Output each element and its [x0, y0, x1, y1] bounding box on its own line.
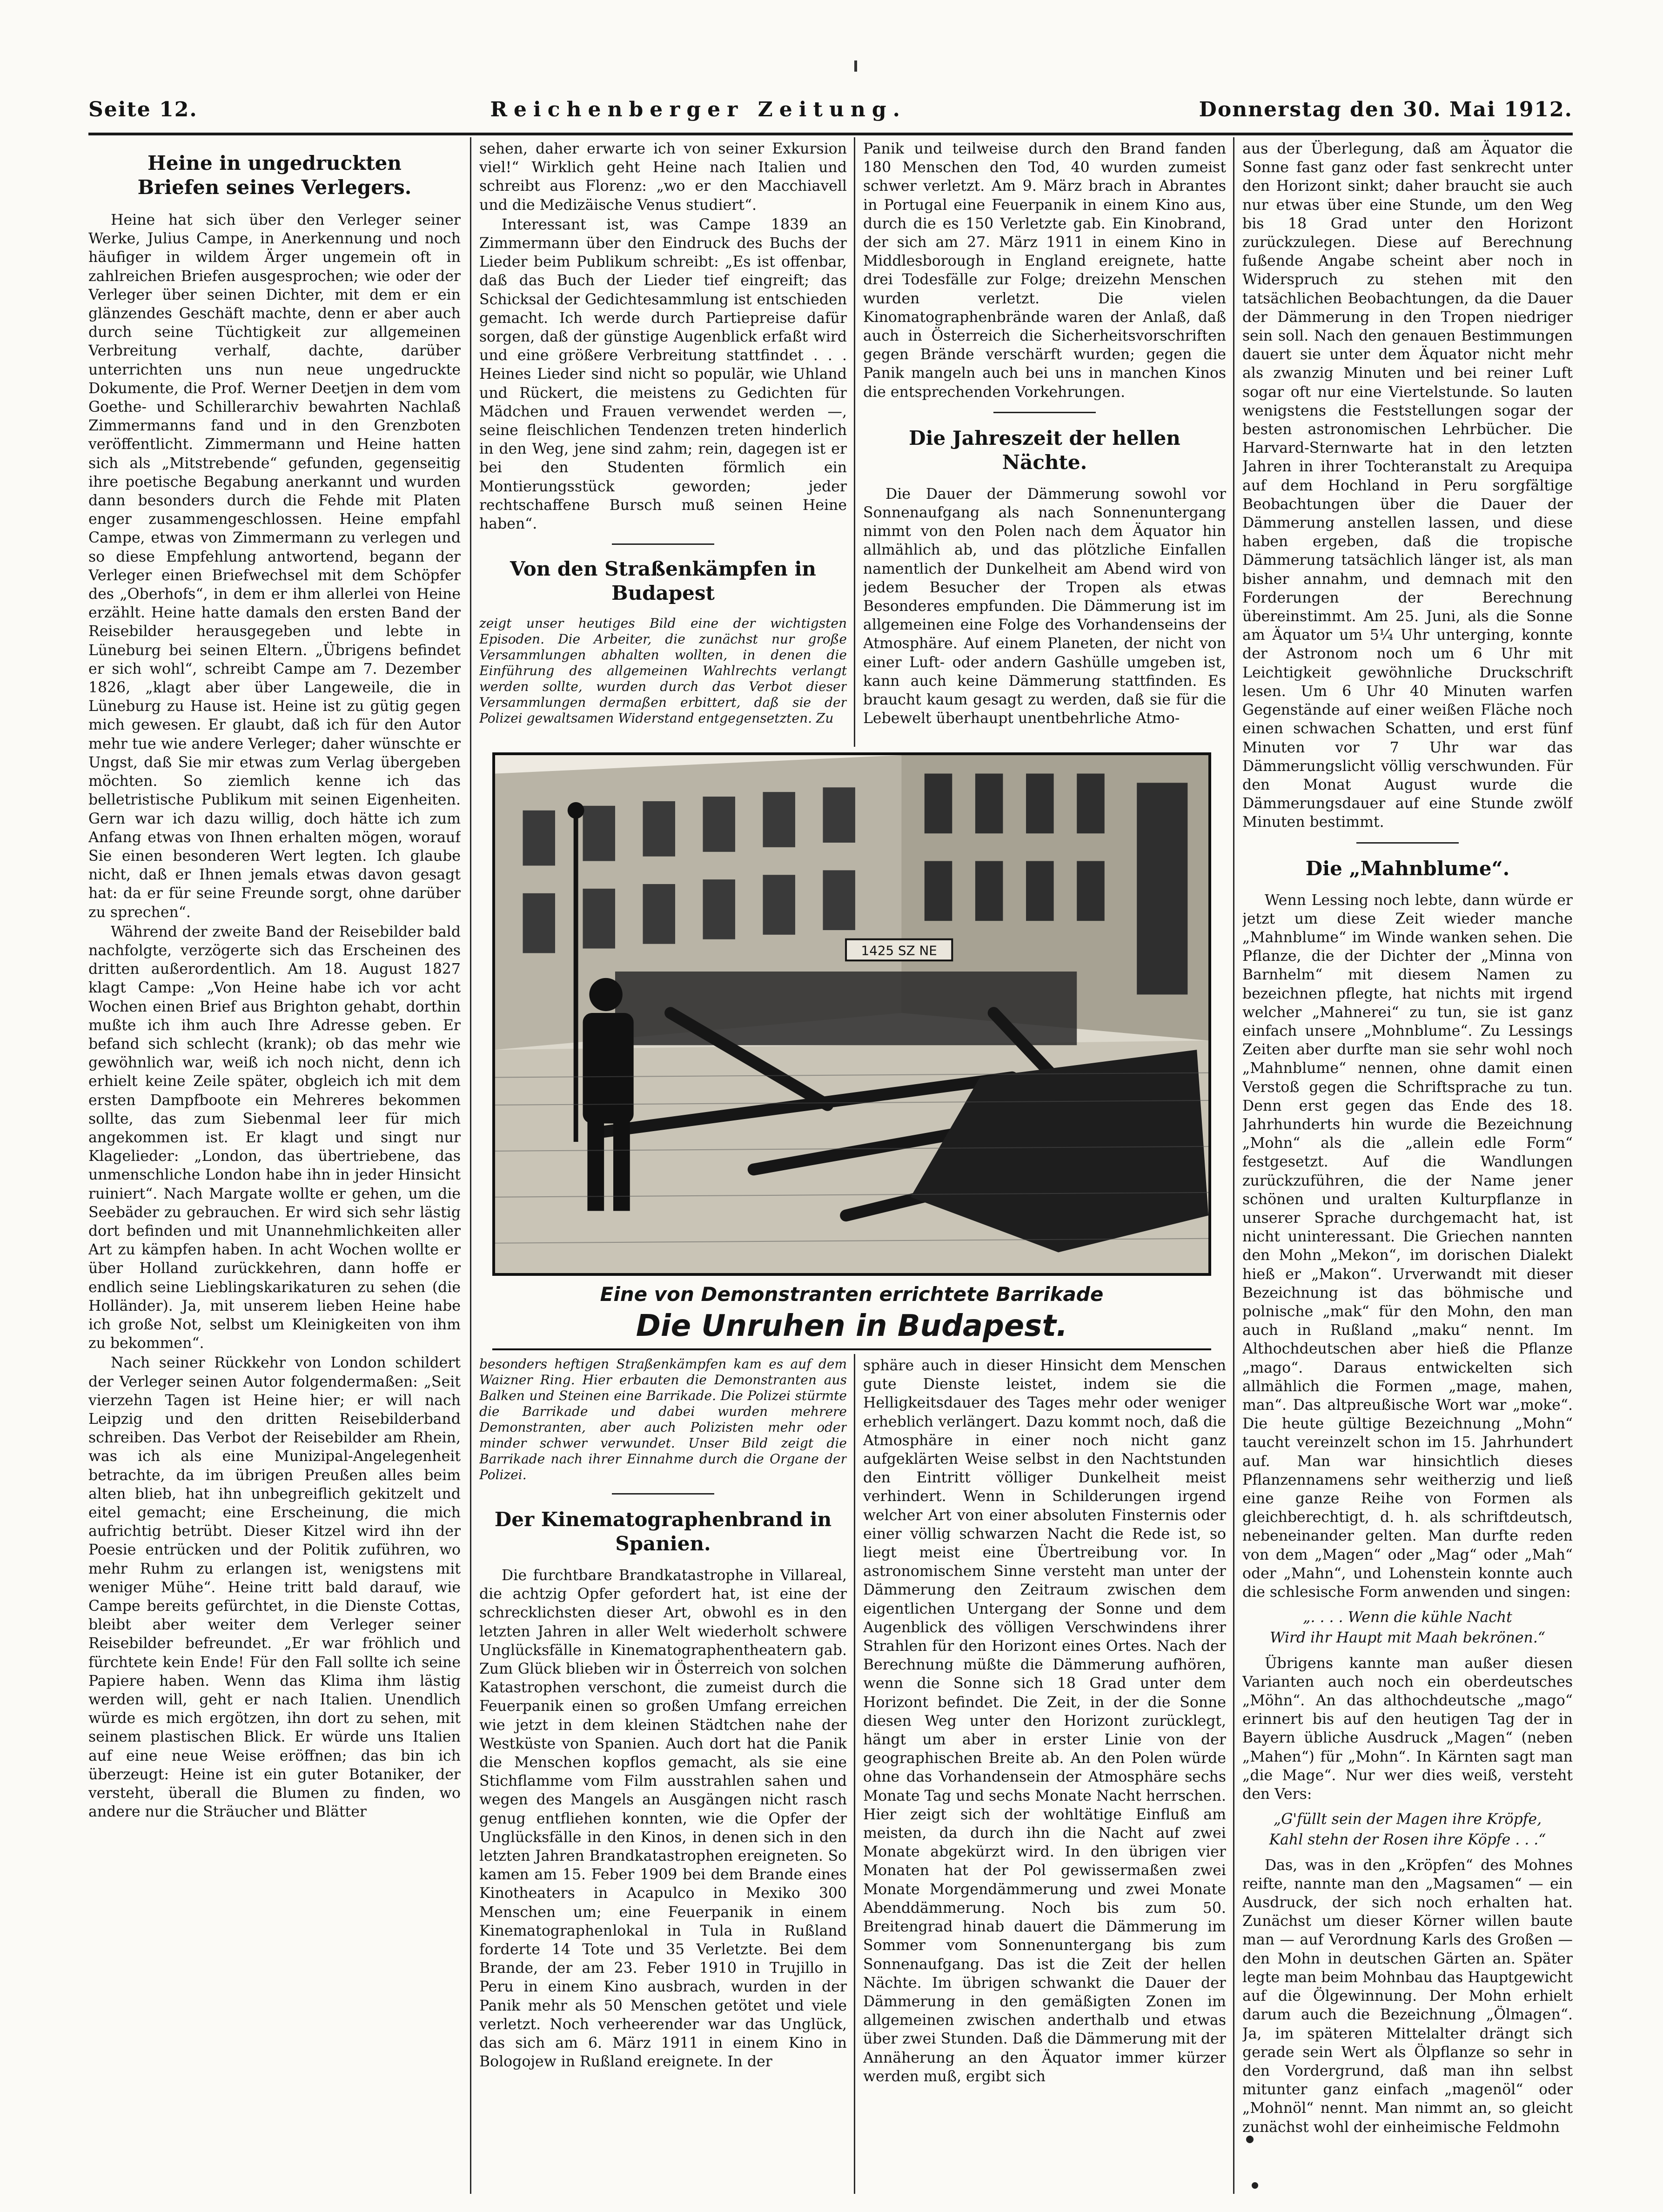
headline-kino: Der Kinematographenbrand in Spanien.	[494, 1508, 832, 1555]
article-paragraph: Die furchtbare Brandkatastrophe in Villareal, die achtzig Opfer gefordert hat, ist eine der schrecklichsten dieser Art, obwohl es in den letzten Jahren in aller Welt wiederholt schwere Unglücksfälle in Kinematographentheatern gab. Zum Glück blieben wir in Österreich von solchen Katastrophen verschont, die zumeist durch die Feuerpanik einen so großen Umfang erreichen wie jetzt in dem kleinen Städtchen nahe der Westküste von Spanien. Auch dort hat die Panik die Menschen kopflos gemacht, als sie eine Stichflamme vom Film ausstrahlen sahen und wegen des Mangels an Ausgängen nicht rasch genug entfliehen konnten, wie die Opfer der Unglücksfälle in den Kinos, in denen sich in den letzten Jahren Brandkatastrophen ereigneten. So kamen am 15. Feber 1909 bei dem Brande eines Kinotheaters in Acapulco in Mexiko 300 Menschen um; eine Feuerpanik in einem Kinematographenlokal in Tula in Rußland forderte 14 Tote und 35 Verletzte. Bei dem Brande, der am 23. Feber 1910 in Trujillo in Peru in einem Kino ausbrach, wurden in der Panik mehr als 50 Menschen getötet und viele verletzt. Noch verheerender war das Unglück, das sich am 6. März 1911 in einem Kino in Bologojew in Rußland ereignete. In der	[479, 1567, 847, 2071]
column-rule-2-top	[854, 137, 855, 747]
section-divider	[1356, 842, 1459, 844]
column-rule-3	[1233, 137, 1234, 2194]
masthead	[88, 91, 1573, 128]
barricade-photo	[492, 752, 1211, 1276]
headline-heine-1: Heine in ungedruckten	[148, 152, 402, 174]
verse-line: „G'füllt sein der Magen ihre Kröpfe,	[1273, 1811, 1542, 1828]
section-divider	[612, 1493, 714, 1495]
verse-line: Kahl stehn der Rosen ihre Köpfe . . .“	[1269, 1831, 1546, 1849]
column-rule-2-bottom	[854, 1354, 855, 2194]
article-paragraph: Nach seiner Rückkehr von London schildert der Verleger seinen Autor folgendermaßen: „Seit vierzehn Tagen ist Heine hier; er will nach Leipzig und den dritten Reisebilderband schreiben. Das Verbot der Reisebilder am Rhein, was ich als eine Munizipal-Angelegenheit betrachte, da im übrigen Preußen alles beim alten blieb, hat ihn unbegreiflich gekitzelt und eitel gemacht; eine Erscheinung, die mich aufrichtig betrübt. Dieser Kitzel wird ihn der Poesie entrücken und der Politik zuführen, wo mehr Ruhm zu erlangen ist, wenigstens mit weniger Mühe“. Heine tritt bald darauf, wie Campe bereits gefürchtet, in die Dienste Cottas, bleibt aber weiter dem Verleger seiner Reisebilder befreundet. „Er war fröhlich und fürchtete kein Ende! Für den Fall sollte ich seine Papiere haben. Wenn das Klima ihm lästig werden will, geht er nach Italien. Unendlich würde es mich ergötzen, ihn dort zu sehen, mit seinem plastischen Blick. Er würde uns Italien auf eine neue Weise eröffnen; das bin ich überzeugt: Heine ist ein guter Botaniker, der versteht, überall die Blumen zu finden, wo andere nur die Sträucher und Blätter	[88, 1354, 461, 1821]
article-paragraph: Heine hat sich über den Verleger seiner Werke, Julius Campe, in Anerkennung und noch häufiger in wildem Ärger ungemein oft in zahlreichen Briefen ausgesprochen; wie oder der Verleger über seinen Dichter, mit dem er ein glänzendes Geschäft machte, denn er aber auch durch seine Tüchtigkeit zur allgemeinen Verbreitung verhalf, dachte, darüber unterrichten uns nun neue ungedruckte Dokumente, die Prof. Werner Deetjen in dem vom Goethe- und Schillerarchiv bewahrten Nachlaß Zimmermanns fand und in den Grenzboten veröffentlicht. Zimmermann und Heine hatten sich als „Mitstrebende“ gefunden, gegenseitig ihre poetische Begabung anerkannt und wurden dann besonders durch die Fehde mit Platen enger zusammengeschlossen. Heine empfahl Campe, etwas von Zimmermann zu verlegen und so diese Empfehlung antwortend, begann der Verleger einen Briefwechsel mit dem Schöpfer des „Oberhofs“, in dem er ihm allerlei von Heine erzählt. Heine hatte damals den ersten Band der Reisebilder herausgegeben und lebte in Lüneburg bei seinen Eltern. „Übrigens befindet er sich wohl“, schreibt Campe am 7. Dezember 1826, „klagt aber über Langeweile, die in Lüneburg zu Hause ist. Heine ist zu gütig gegen mich gewesen. Er glaubt, daß ich für den Autor mehr tue wie andere Verleger; daher wünschte er Ungst, daß Sie mir etwas zum Verlag übergeben möchten. So ziemlich kenne ich das belletristische Publikum mit seinen Eigenheiten. Gern war ich dazu willig, doch hätte ich zum Anfang etwas von Ihnen erhalten mögen, worauf Sie einen besonderen Wert legten. Ich glaube nicht, daß er Ihnen jemals etwas davon gesagt hat: da er für seine Freunde sorgt, ohne darüber zu sprechen“.	[88, 212, 461, 921]
newspaper-title: Reichenberger Zeitung.	[490, 97, 906, 121]
column-rule-1	[470, 137, 471, 2194]
column-3-top	[863, 140, 1226, 744]
caption-rule	[492, 1348, 1211, 1350]
verse-line: Wird ihr Haupt mit Maah bekrönen.“	[1270, 1629, 1545, 1647]
page-number: Seite 12.	[88, 97, 198, 121]
shop-sign: 1425 SZ NE	[861, 943, 937, 959]
article-paragraph: sphäre auch in dieser Hinsicht dem Menschen gute Dienste leistet, indem sie die Helligkeitsdauer des Tages mehr oder weniger erheblich verlängert. Dazu kommt noch, daß die Atmosphäre in einer noch nicht ganz aufgeklärten Weise selbst in den Nachtstunden den Eintritt völliger Dunkelheit meist verhindert. Wenn in Schilderungen irgend welcher Art von einer absoluten Finsternis oder einer völlig schwarzen Nacht die Rede ist, so liegt meist eine Übertreibung vor. In astronomischem Sinne versteht man unter der Dämmerung den Zeitraum zwischen dem eigentlichen Untergang der Sonne und dem Augenblick des völligen Verschwindens ihrer Strahlen für den Horizont eines Ortes. Nach der Berechnung müßte die Dämmerung aufhören, wenn die Sonne sich 18 Grad unter dem Horizont befindet. Die Zeit, in der die Sonne diesen Weg unter den Horizont zurücklegt, hängt um aber in erster Linie von der geographischen Breite ab. An den Polen würde ohne das Vorhandensein der Atmosphäre sechs Monate Tag und sechs Monate Nacht herrschen. Hier zeigt sich der wohltätige Einfluß am meisten, da durch ihn die Nacht auf zwei Monate abgekürzt wird. In den übrigen vier Monaten hat der Pol gewissermaßen zwei Monate Morgendämmerung und zwei Monate Abenddämmerung. Noch bis zum 50. Breitengrad hinab dauert die Dämmerung im Sommer vom Sonnenuntergang bis zum Sonnenaufgang. Das ist die Zeit der hellen Nächte. Im übrigen schwankt die Dauer der Dämmerung in den gemäßigten Zonen im allgemeinen zwischen anderthalb und etwas über zwei Stunden. Daß die Dämmerung mit der Annäherung an den Äquator immer kürzer werden muß, ergibt sich	[863, 1357, 1226, 2085]
verse-line: „. . . . Wenn die kühle Nacht	[1303, 1609, 1512, 1626]
column-3-bottom	[863, 1356, 1226, 2194]
column-1	[88, 147, 461, 2194]
print-mark	[854, 60, 857, 72]
photo-caption: Eine von Demonstranten errichtete Barrikade	[600, 1283, 1104, 1306]
column-4	[1242, 140, 1573, 2194]
photo-lead-continued: besonders heftigen Straßenkämpfen kam es auf dem Waizner Ring. Hier erbauten die Demonstranten aus Balken und Steinen eine Barrikade. Die Polizei stürmte die Barrikade und dabei wurden mehrere Demonstranten, aber auch Polizisten mehr oder minder schwer verwundet. Unser Bild zeigt die Barrikade nach ihrer Einnahme durch die Organe der Polizei.	[479, 1356, 847, 1482]
issue-date: Donnerstag den 30. Mai 1912.	[1199, 97, 1573, 121]
article-paragraph: Wenn Lessing noch lebte, dann würde er jetzt um diese Zeit wieder manche „Mahnblume“ im Winde wanken sehen. Die Pflanze, die der Dichter der „Minna von Barnhelm“ mit diesem Namen zu bezeichnen pflegte, hat nichts mit irgend welcher „Mahnerei“ zu tun, sie ist ganz einfach unsere „Mohnblume“. Zu Lessings Zeiten aber durfte man sie sehr wohl noch „Mahnblume“ nennen, ohne damit einen Verstoß gegen die Schriftsprache zu tun. Denn erst gegen das Ende des 18. Jahrhunderts hin wurde die Bezeichnung „Mohn“ als die „allein edle Form“ festgesetzt. Auf die Wandlungen zurückzuführen, die der Name jener schönen und uralten Kulturpflanze in unserer Sprache durchgemacht hat, ist nicht uninteressant. Die Griechen nannten den Mohn „Mekon“, im dorischen Dialekt hieß er „Makon“. Urverwandt mit dieser Bezeichnung ist das böhmische und polnische „mak“ für den Mohn, den man auch in Rußland „maku“ nennt. Im Althochdeutschen aber hieß die Pflanze „mago“. Daraus entwickelten sich allmählich die Formen „mage, mahen, man“. Das altpreußische Wort war „moke“. Die heute gültige Bezeichnung „Mohn“ taucht vereinzelt schon im 15. Jahrhundert auf. Man war hinsichtlich dieses Pflanzennamens sehr weitherzig und ließ eine ganze Reihe von Formen als gleichberechtigt, d. h. als schriftdeutsch, nebeneinander gelten. Man durfte reden von dem „Magen“ oder „Mag“ oder „Mah“ oder „Mahn“, und Lohenstein konnte auch die schlesische Form anwenden und singen:	[1242, 892, 1573, 1601]
article-paragraph: Panik und teilweise durch den Brand fanden 180 Menschen den Tod, 40 wurden zumeist schwer verletzt. Am 9. März brach in Abrantes in Portugal eine Feuerpanik in einem Kino aus, durch die es 150 Verletzte gab. Ein Kinobrand, der sich am 27. März 1911 in einem Kino in Middlesborough in England ereignete, hatte drei Todesfälle zur Folge; dreizehn Menschen wurden verletzt. Die vielen Kinomatographenbrände waren der Anlaß, daß auch in Österreich die Sicherheitsvorschriften gegen Brände verschärft wurden; gegen die Panik mangeln auch bei uns in manchen Kinos die entsprechenden Vorkehrungen.	[863, 141, 1226, 401]
photo-title: Die Unruhen in Budapest.	[636, 1309, 1068, 1343]
ink-speck	[1246, 2136, 1254, 2143]
headline-budapest: Von den Straßenkämpfen in Budapest	[510, 557, 816, 605]
column-2-bottom	[479, 1356, 847, 2194]
ink-speck	[1252, 2182, 1258, 2189]
headline-heine-2: Briefen seines Verlegers.	[137, 176, 412, 199]
article-paragraph: Die Dauer der Dämmerung sowohl vor Sonnenaufgang als nach Sonnenuntergang nimmt von den Polen nach dem Äquator hin allmählich ab, und das plötzliche Einfallen namentlich der Dunkelheit am Abend wird von jedem Besucher der Tropen als etwas Besonderes empfunden. Die Dämmerung ist im allgemeinen eine Folge des Vorhandenseins der Atmosphäre. Auf einem Planeten, der nicht von einer Luft- oder andern Gashülle umgeben ist, kann auch keine Dämmerung stattfinden. Es braucht kaum gesagt zu werden, daß sie für die Lebewelt überhaupt unentbehrliche Atmo-	[863, 485, 1226, 727]
article-paragraph: Interessant ist, was Campe 1839 an Zimmermann über den Eindruck des Buchs der Lieder beim Publikum schreibt: „Es ist offenbar, daß das Buch der Lieder tief eingreift; das Schicksal der Gedichtesammlung ist entschieden gemacht. Ich werde durch Partiepreise dafür sorgen, daß der günstige Augenblick erfaßt wird und eine größere Verbreitung stattfindet . . . Heines Lieder sind nicht so populär, wie Uhland und Rückert, die meistens zu Gedichten für Mädchen und Frauen verwendet werden —, seine fleischlichen Tendenzen treten hinderlich in den Weg, jene sind zahm; rein, dagegen ist er bei den Studenten förmlich ein Montierungsstück geworden; jeder rechtschaffene Bursch muß seinen Heine haben“.	[479, 216, 847, 533]
photo-lead: zeigt unser heutiges Bild eine der wichtigsten Episoden. Die Arbeiter, die zunächst nur große Versammlungen abhalten wollten, in denen die Einführung des allgemeinen Wahlrechts verlangt werden sollte, wurden durch das Verbot dieser Versammlungen dermaßen erbittert, daß sie der Polizei gewaltsamen Widerstand entgegensetzten. Zu	[479, 616, 847, 726]
masthead-rule	[88, 133, 1573, 135]
article-paragraph: aus der Überlegung, daß am Äquator die Sonne fast ganz oder fast senkrecht unter den Horizont sinkt; daher braucht sie auch nur etwas über eine Stunde, um den Weg bis 18 Grad unter den Horizont zurückzulegen. Diese auf Berechnung fußende Angabe scheint aber noch in Widerspruch zu stehen mit den tatsächlichen Beobachtungen, da die Dauer der Dämmerung in den Tropen niedriger sein soll. Nach den genauen Bestimmungen dauert sie unter dem Äquator nicht mehr als zwanzig Minuten und bei reiner Luft sogar oft nur eine Viertelstunde. So lauten wenigstens die Feststellungen sogar der besten astronomischen Lehrbücher. Die Harvard-Sternwarte hat in den letzten Jahren in ihrer Tochteranstalt zu Arequipa auf dem Hochland in Peru sorgfältige Beobachtungen über die Dauer der Dämmerung anstellen lassen, und diese haben ergeben, daß die tropische Dämmerung tatsächlich länger ist, als man bisher annahm, und demnach mit den Forderungen der Berechnung übereinstimmt. Am 25. Juni, als die Sonne am Äquator um 5¼ Uhr unterging, konnte der Astronom noch um 6 Uhr mit Leichtigkeit gewöhnliche Druckschrift lesen. Um 6 Uhr 40 Minuten warfen Gegenstände auf einer weißen Fläche noch einen schwachen Schatten, und erst fünf Minuten vor 7 Uhr war das Dämmerungslicht völlig verschwunden. Für den Monat August wurde die Dämmerungsdauer auf eine Stunde zwölf Minuten bestimmt.	[1242, 141, 1573, 831]
column-2-top	[479, 140, 847, 744]
headline-naechte: Die Jahreszeit der hellen Nächte.	[909, 426, 1180, 474]
headline-mohn: Die „Mahnblume“.	[1305, 857, 1510, 880]
section-divider	[993, 412, 1096, 413]
article-paragraph: Während der zweite Band der Reisebilder bald nachfolgte, verzögerte sich das Erscheinen des dritten außerordentlich. Am 18. August 1827 klagt Campe: „Von Heine habe ich vor acht Wochen einen Brief aus Brighton gehabt, dorthin mußte ich ihm auch Ihre Adresse geben. Er befand sich schlecht (krank); ob das mehr wie gewöhnlich war, weiß ich noch nicht, denn ich erhielt keine Zeile später, obgleich ich mit dem ersten Dampfboote ein Mehreres bekommen sollte, das zum Siebenmal leer für mich angekommen ist. Er klagt und singt nur Klagelieder: „London, das übertriebene, das unmenschliche London habe ihn in jeder Hinsicht ruiniert“. Nach Margate wollte er gehen, um die Seebäder zu gebrauchen. Er wird sich sehr lästig dort befinden und mit Unannehmlichkeiten aller Art zu kämpfen haben. In acht Wochen wollte er über Holland zurückkehren, dann hoffe er endlich seine Lieblingskarikaturen zu sehen (die Holländer). Ja, mit unserem lieben Heine habe ich große Not, selbst um Kleinigkeiten von ihm zu bekommen“.	[88, 923, 461, 1352]
article-paragraph: sehen, daher erwarte ich von seiner Exkursion viel!“ Wirklich geht Heine nach Italien und schreibt aus Florenz: „wo er den Macchiavell und die Medizäische Venus studiert“.	[479, 141, 847, 214]
article-paragraph: Das, was in den „Kröpfen“ des Mohnes reifte, nannte man den „Magsamen“ — ein Ausdruck, der sich noch erhalten hat. Zunächst um dieser Körner willen baute man — auf Verordnung Karls des Großen — den Mohn in deutschen Gärten an. Später legte man beim Mohnbau das Hauptgewicht auf die Ölgewinnung. Der Mohn erhielt darum auch die Bezeichnung „Ölmagen“. Ja, im späteren Mittelalter drängt sich gerade sein Wert als Ölpflanze so sehr in den Vordergrund, daß man ihn selbst mitunter ganz einfach „magenöl“ oder „Mohnöl“ nennt. Man nimmt an, so gleicht zunächst wohl der einheimische Feldmohn	[1242, 1857, 1573, 2136]
section-divider	[612, 543, 714, 545]
article-paragraph: Übrigens kannte man außer diesen Varianten auch noch ein oberdeutsches „Möhn“. An das althochdeutsche „mago“ erinnert bis auf den heutigen Tag der in Bayern übliche Ausdruck „Magen“ (neben „Mahen“) für „Mohn“. In Kärnten sagt man „die Mage“. Nur wer dies weiß, versteht den Vers:	[1242, 1655, 1573, 1803]
